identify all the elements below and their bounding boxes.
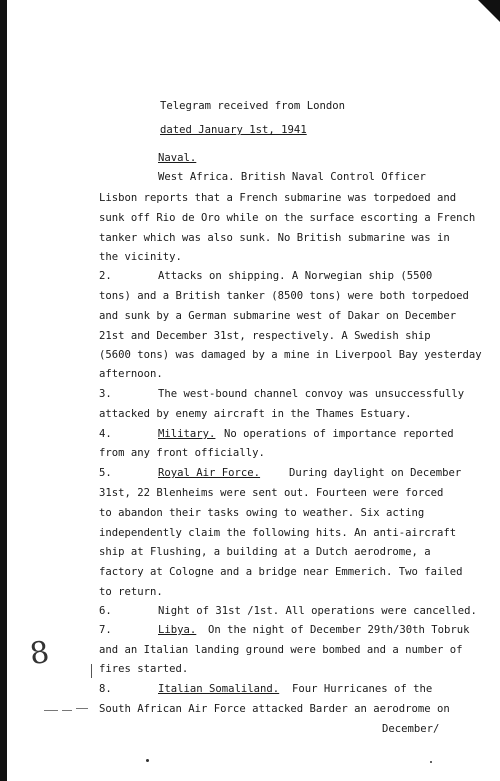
body-line: factory at Cologne and a bridge near Emmerich. Two failed <box>99 566 463 578</box>
body-line: to abandon their tasks owing to weather. Six acting <box>99 507 425 519</box>
scan-speck <box>430 761 432 763</box>
section-heading-military: Military. <box>158 428 216 440</box>
margin-dash <box>44 710 58 711</box>
body-line: Four Hurricanes of the <box>292 683 433 695</box>
scan-edge <box>0 0 7 781</box>
body-line: Lisbon reports that a French submarine was torpedoed and <box>99 192 457 204</box>
body-line: Attacks on shipping. A Norwegian ship (5500 <box>158 270 433 282</box>
body-line: tanker which was also sunk. No British submarine was in <box>99 232 450 244</box>
body-line: to return. <box>99 586 163 598</box>
paragraph-number: 2. <box>99 270 112 282</box>
margin-handwritten-number: 8 <box>27 634 52 673</box>
telegram-title: Telegram received from London <box>160 100 345 112</box>
body-line: On the night of December 29th/30th Tobruk <box>208 624 470 636</box>
body-line: Night of 31st /1st. All operations were cancelled. <box>158 605 477 617</box>
body-line: South African Air Force attacked Barder an aerodrome on <box>99 703 450 715</box>
section-heading-libya: Libya. <box>158 624 197 636</box>
body-line: During daylight on December <box>289 467 462 479</box>
body-line: the vicinity. <box>99 251 182 263</box>
body-line: 21st and December 31st, respectively. A Swedish ship <box>99 330 431 342</box>
body-line: (5600 tons) was damaged by a mine in Liverpool Bay yesterday <box>99 349 482 361</box>
paragraph-number: 8. <box>99 683 112 695</box>
body-line: The west-bound channel convoy was unsuccessfully <box>158 388 465 400</box>
margin-dash <box>62 710 72 711</box>
margin-tick <box>91 664 92 678</box>
section-heading-somaliland: Italian Somaliland. <box>158 683 280 695</box>
body-line: from any front officially. <box>99 447 265 459</box>
body-line: fires started. <box>99 663 189 675</box>
body-line: tons) and a British tanker (8500 tons) were both torpedoed <box>99 290 469 302</box>
paragraph-number: 4. <box>99 428 112 440</box>
body-line: West Africa. British Naval Control Officer <box>158 171 426 183</box>
body-line: No operations of importance reported <box>224 428 454 440</box>
body-line: and sunk by a German submarine west of Dakar on December <box>99 310 457 322</box>
scan-speck <box>146 759 149 762</box>
telegram-date: dated January 1st, 1941 <box>160 124 307 136</box>
body-line: attacked by enemy aircraft in the Thames Estuary. <box>99 408 412 420</box>
paragraph-number: 3. <box>99 388 112 400</box>
section-heading-naval: Naval. <box>158 152 197 164</box>
paragraph-number: 5. <box>99 467 112 479</box>
body-line: ship at Flushing, a building at a Dutch aerodrome, a <box>99 546 431 558</box>
body-line: independently claim the following hits. An anti-aircraft <box>99 527 457 539</box>
margin-dash <box>76 708 88 709</box>
catchword: December/ <box>382 723 440 735</box>
scan-corner <box>478 0 500 22</box>
section-heading-raf: Royal Air Force. <box>158 467 261 479</box>
body-line: afternoon. <box>99 368 163 380</box>
body-line: 31st, 22 Blenheims were sent out. Fourteen were forced <box>99 487 444 499</box>
body-line: and an Italian landing ground were bombed and a number of <box>99 644 463 656</box>
paragraph-number: 6. <box>99 605 112 617</box>
paragraph-number: 7. <box>99 624 112 636</box>
body-line: sunk off Rio de Oro while on the surface escorting a French <box>99 212 476 224</box>
